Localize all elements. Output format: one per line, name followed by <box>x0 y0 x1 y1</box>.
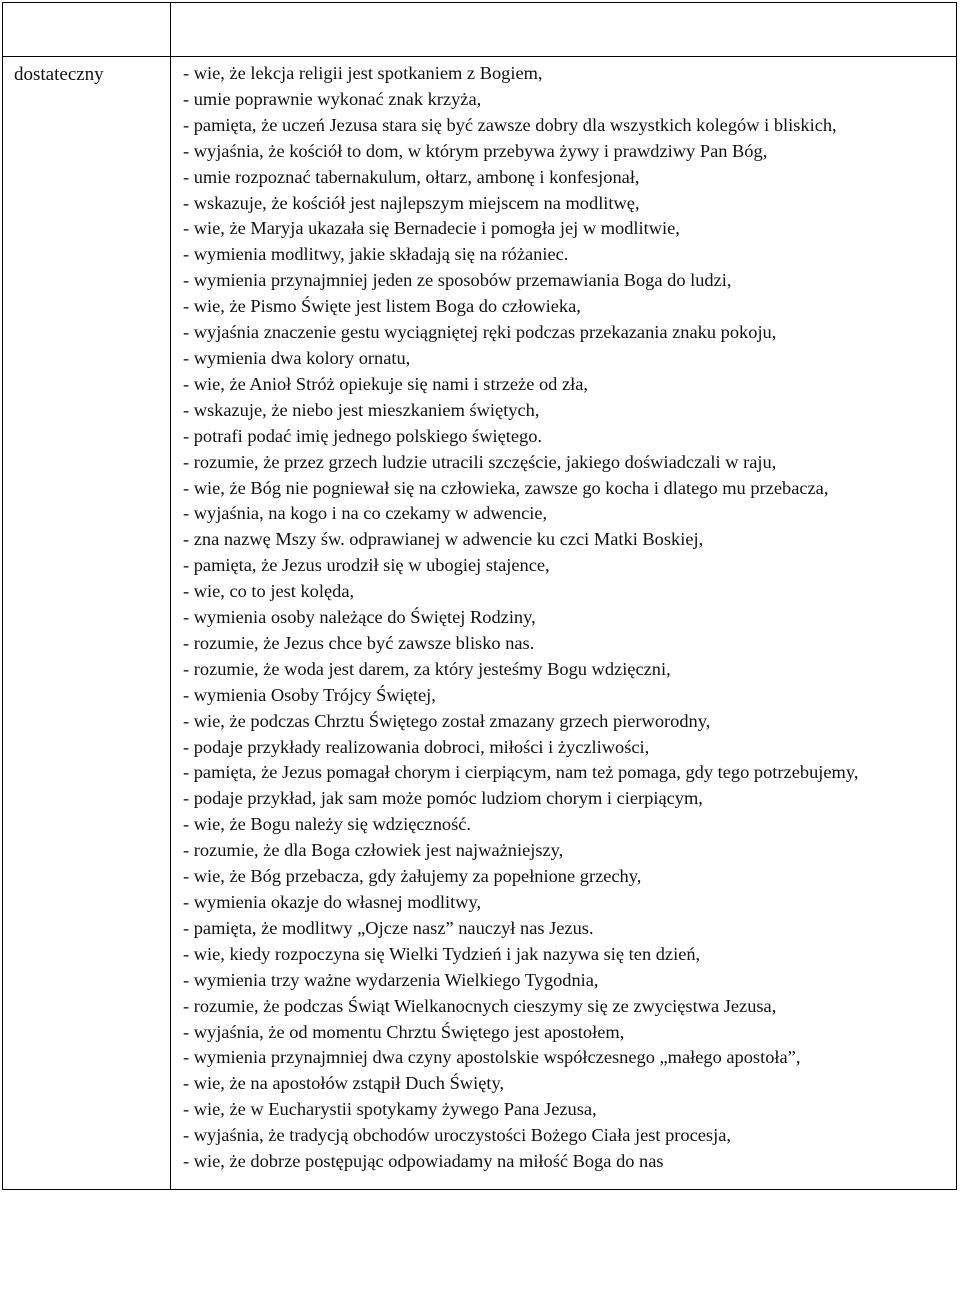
list-item: - pamięta, że Jezus urodził się w ubogiej stajence, <box>183 555 550 576</box>
list-item: - wie, że Bóg przebacza, gdy żałujemy za popełnione grzechy, <box>183 866 642 887</box>
list-item: - wyjaśnia znaczenie gestu wyciągniętej ręki podczas przekazania znaku pokoju, <box>183 322 777 343</box>
list-item: - wie, co to jest kolęda, <box>183 581 355 602</box>
list-item: - wie, że Pismo Święte jest listem Boga do człowieka, <box>183 296 581 317</box>
list-item: - wie, że na apostołów zstąpił Duch Święty, <box>183 1073 505 1094</box>
header-cell-criteria <box>171 3 957 57</box>
list-item: - wie, że Bogu należy się wdzięczność. <box>183 814 472 835</box>
list-item: - wie, że Maryja ukazała się Bernadecie i pomogła jej w modlitwie, <box>183 218 680 239</box>
list-item: - wymienia przynajmniej dwa czyny apostolskie współczesnego „małego apostoła”, <box>183 1047 801 1068</box>
list-item: - wymienia trzy ważne wydarzenia Wielkiego Tygodnia, <box>183 969 599 990</box>
list-item: - wymienia okazje do własnej modlitwy, <box>183 892 482 912</box>
list-item: - wie, że w Eucharystii spotykamy żywego Pana Jezusa, <box>183 1099 597 1120</box>
list-item: - wyjaśnia, że kościół to dom, w którym przebywa żywy i prawdziwy Pan Bóg, <box>183 140 768 161</box>
criteria-list <box>171 57 956 1189</box>
list-item: - pamięta, że uczeń Jezusa stara się być zawsze dobry dla wszystkich kolegów i bliskich, <box>183 114 837 135</box>
list-item: - wymienia modlitwy, jakie składają się na różaniec. <box>183 244 569 265</box>
list-item: - wie, że podczas Chrztu Świętego został zmazany grzech pierworodny, <box>183 710 711 731</box>
list-item: - rozumie, że woda jest darem, za który jesteśmy Bogu wdzięczni, <box>183 658 671 679</box>
grade-label: dostateczny <box>14 64 104 85</box>
list-item: - wyjaśnia, że tradycją obchodów uroczystości Bożego Ciała jest procesja, <box>183 1125 731 1146</box>
list-item: - pamięta, że modlitwy „Ojcze nasz” nauczył nas Jezus. <box>183 917 594 938</box>
criteria-cell <box>171 57 957 1190</box>
list-item: - wie, kiedy rozpoczyna się Wielki Tydzień i jak nazywa się ten dzień, <box>183 943 701 964</box>
list-item: - wymienia dwa kolory ornatu, <box>183 347 411 368</box>
list-item: - umie poprawnie wykonać znak krzyża, <box>183 88 482 109</box>
list-item: - wymienia osoby należące do Świętej Rodziny, <box>183 607 536 628</box>
grade-cell <box>3 57 171 1190</box>
list-item: - wie, że Bóg nie pogniewał się na człowieka, zawsze go kocha i dlatego mu przebacza, <box>183 477 829 498</box>
list-item: - wie, że lekcja religii jest spotkaniem z Bogiem, <box>183 63 543 83</box>
list-item: - rozumie, że Jezus chce być zawsze blisko nas. <box>183 632 535 653</box>
list-item: - wymienia przynajmniej jeden ze sposobów przemawiania Boga do ludzi, <box>183 270 732 291</box>
list-item: - wie, że Anioł Stróż opiekuje się nami i strzeże od zła, <box>183 373 588 394</box>
list-item: - wie, że dobrze postępując odpowiadamy na miłość Boga do nas <box>183 1151 664 1172</box>
list-item: - podaje przykłady realizowania dobroci, miłości i życzliwości, <box>183 736 650 757</box>
list-item: - wyjaśnia, że od momentu Chrztu Świętego jest apostołem, <box>183 1021 625 1042</box>
list-item: - wskazuje, że niebo jest mieszkaniem świętych, <box>183 399 540 420</box>
list-item: - rozumie, że podczas Świąt Wielkanocnych cieszymy się ze zwycięstwa Jezusa, <box>183 995 777 1016</box>
list-item: - rozumie, że dla Boga człowiek jest najważniejszy, <box>183 840 564 861</box>
list-item: - rozumie, że przez grzech ludzie utracili szczęście, jakiego doświadczali w raju, <box>183 451 777 472</box>
list-item: - wskazuje, że kościół jest najlepszym miejscem na modlitwę, <box>183 192 640 213</box>
list-item: - pamięta, że Jezus pomagał chorym i cierpiącym, nam też pomaga, gdy tego potrzebujemy, <box>183 762 859 783</box>
list-item: - wymienia Osoby Trójcy Świętej, <box>183 684 436 705</box>
list-item: - podaje przykład, jak sam może pomóc ludziom chorym i cierpiącym, <box>183 788 703 809</box>
list-item: - potrafi podać imię jednego polskiego świętego. <box>183 425 543 446</box>
header-cell-grade <box>3 3 171 57</box>
list-item: - umie rozpoznać tabernakulum, ołtarz, ambonę i konfesjonał, <box>183 166 640 187</box>
grade-criteria-table <box>2 2 957 1190</box>
table-header-row <box>3 3 957 57</box>
table-row <box>3 57 957 1190</box>
list-item: - zna nazwę Mszy św. odprawianej w adwencie ku czci Matki Boskiej, <box>183 529 704 550</box>
list-item: - wyjaśnia, na kogo i na co czekamy w adwencie, <box>183 503 548 524</box>
